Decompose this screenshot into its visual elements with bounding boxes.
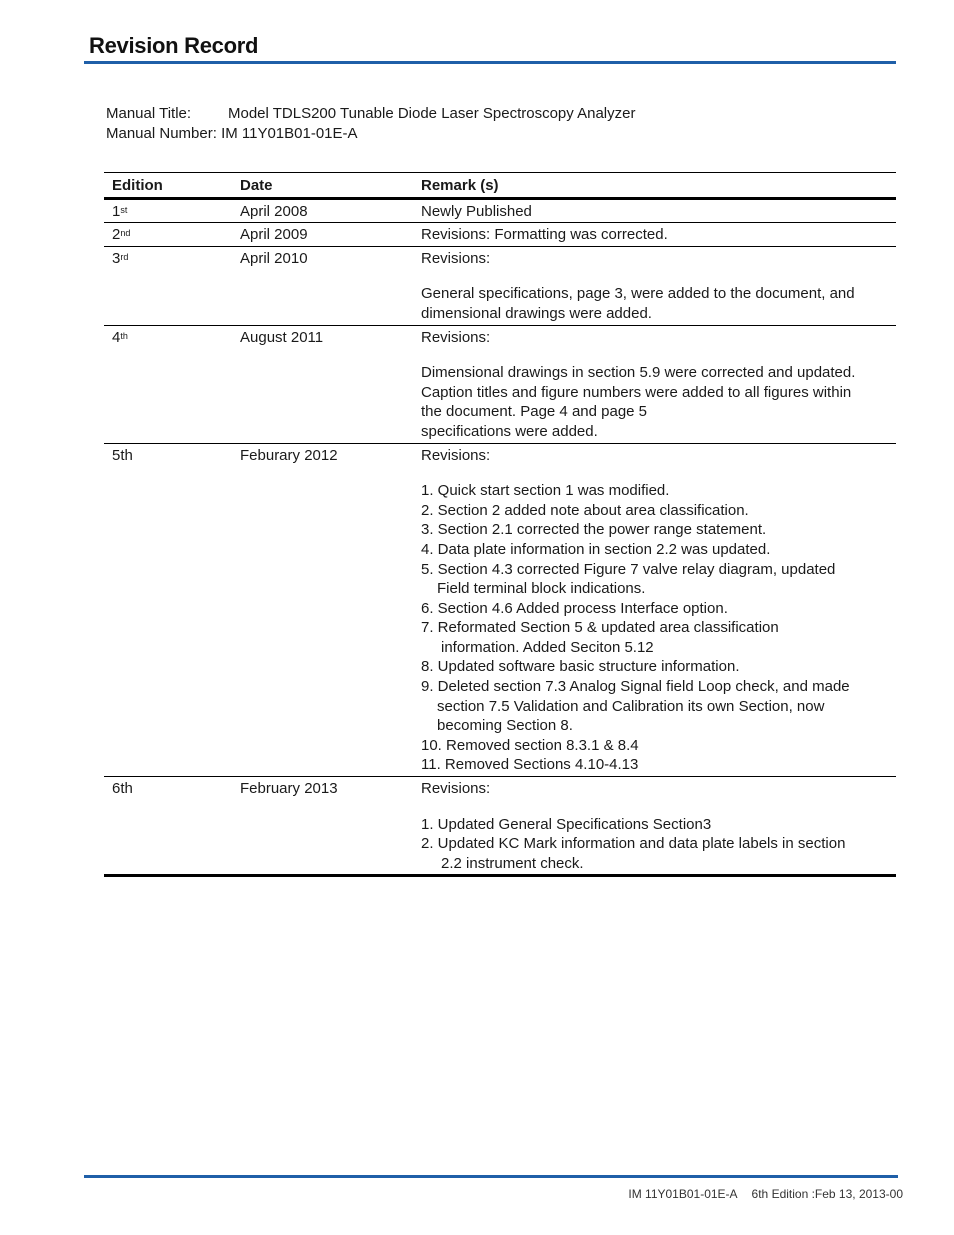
edition-cell <box>104 443 232 777</box>
remark-cell <box>421 443 896 777</box>
footer-doc-number: IM 11Y01B01-01E-A <box>628 1187 738 1201</box>
date-cell: April 2009 <box>232 223 421 247</box>
date-cell: February 2013 <box>232 777 421 876</box>
table-row <box>104 198 896 223</box>
revision-table-body <box>104 198 896 876</box>
edition-value: 3 <box>112 249 121 267</box>
table-row <box>104 777 896 876</box>
remark-line: information. Added Seciton 5.12 <box>441 638 654 656</box>
edition-value: 4 <box>112 328 121 346</box>
manual-title-row <box>106 104 635 124</box>
manual-number-value: IM 11Y01B01-01E-A <box>221 125 358 142</box>
remark-cell <box>421 246 896 325</box>
edition-cell <box>104 777 232 876</box>
remark-line: becoming Section 8. <box>437 717 573 735</box>
remark-line: Revisions: <box>421 249 491 267</box>
remark-line: 5. Section 4.3 corrected Figure 7 valve relay diagram, updated <box>421 560 836 578</box>
table-row <box>104 223 896 247</box>
remark-line: the document. Page 4 and page 5 <box>421 403 648 421</box>
manual-number-row <box>106 124 635 144</box>
edition-cell <box>104 325 232 443</box>
remark-line: 10. Removed section 8.3.1 & 8.4 <box>421 736 639 754</box>
remark-line: Revisions: <box>421 446 491 464</box>
remark-line: Revisions: <box>421 780 491 798</box>
footer-edition: 6th Edition :Feb 13, 2013-00 <box>751 1187 903 1201</box>
remark-cell <box>421 198 896 223</box>
page-title: Revision Record <box>89 33 259 58</box>
header-remarks: Remark (s) <box>421 173 896 199</box>
edition-suffix: th <box>120 330 128 341</box>
remark-line: Dimensional drawings in section 5.9 were corrected and updated. <box>421 364 856 382</box>
footer <box>628 1187 903 1201</box>
date-cell: August 2011 <box>232 325 421 443</box>
header-date: Date <box>232 173 421 199</box>
edition-value: 2 <box>112 226 121 244</box>
remark-line: 2.2 instrument check. <box>441 854 584 872</box>
remark-line: 7. Reformated Section 5 & updated area classification <box>421 619 779 637</box>
title-rule <box>84 61 896 64</box>
header-edition: Edition <box>104 173 232 199</box>
edition-suffix: nd <box>120 228 131 239</box>
remark-line: Newly Published <box>421 202 532 220</box>
remark-line: Revisions: <box>421 328 491 346</box>
remark-cell <box>421 777 896 876</box>
remark-cell <box>421 223 896 247</box>
manual-number-label: Manual Number: <box>106 125 217 142</box>
remark-line: 2. Updated KC Mark information and data plate labels in section <box>421 835 846 853</box>
remark-line: 1. Updated General Specifications Section3 <box>421 815 712 833</box>
manual-title-value: Model TDLS200 Tunable Diode Laser Spectroscopy Analyzer <box>228 105 636 122</box>
remark-line: 4. Data plate information in section 2.2 was updated. <box>421 540 771 558</box>
edition-value: 6th <box>112 780 133 798</box>
remark-line: 1. Quick start section 1 was modified. <box>421 482 670 500</box>
edition-cell <box>104 246 232 325</box>
remark-line: General specifications, page 3, were added to the document, and <box>421 285 855 303</box>
date-cell: Feburary 2012 <box>232 443 421 777</box>
remark-spacer <box>421 465 888 481</box>
remark-line: 2. Section 2 added note about area classification. <box>421 501 749 519</box>
manual-title-label: Manual Title: <box>106 105 192 122</box>
remark-line: specifications were added. <box>421 422 598 440</box>
remark-line: Revisions: Formatting was corrected. <box>421 226 668 244</box>
remark-line: 3. Section 2.1 corrected the power range statement. <box>421 521 767 539</box>
remark-line: dimensional drawings were added. <box>421 304 652 322</box>
edition-cell <box>104 198 232 223</box>
table-header-row <box>104 173 896 199</box>
remark-spacer <box>421 799 888 815</box>
remark-line: 9. Deleted section 7.3 Analog Signal field Loop check, and made <box>421 678 850 696</box>
remark-spacer <box>421 347 888 363</box>
edition-cell <box>104 223 232 247</box>
footer-rule <box>84 1175 898 1178</box>
date-cell: April 2010 <box>232 246 421 325</box>
remark-line: section 7.5 Validation and Calibration its own Section, now <box>437 697 825 715</box>
edition-suffix: rd <box>120 251 129 262</box>
remark-line: Caption titles and figure numbers were added to all figures within <box>421 383 852 401</box>
edition-suffix: st <box>120 204 128 215</box>
remark-line: 6. Section 4.6 Added process Interface option. <box>421 599 728 617</box>
remark-cell <box>421 325 896 443</box>
revision-table <box>104 172 896 877</box>
manual-info <box>106 104 635 144</box>
edition-value: 1 <box>112 202 121 220</box>
edition-value: 5th <box>112 446 133 464</box>
table-row <box>104 325 896 443</box>
remark-line: Field terminal block indications. <box>437 580 646 598</box>
remark-spacer <box>421 268 888 284</box>
table-row <box>104 246 896 325</box>
remark-line: 8. Updated software basic structure information. <box>421 658 740 676</box>
table-row <box>104 443 896 777</box>
remark-line: 11. Removed Sections 4.10-4.13 <box>421 756 639 774</box>
date-cell: April 2008 <box>232 198 421 223</box>
